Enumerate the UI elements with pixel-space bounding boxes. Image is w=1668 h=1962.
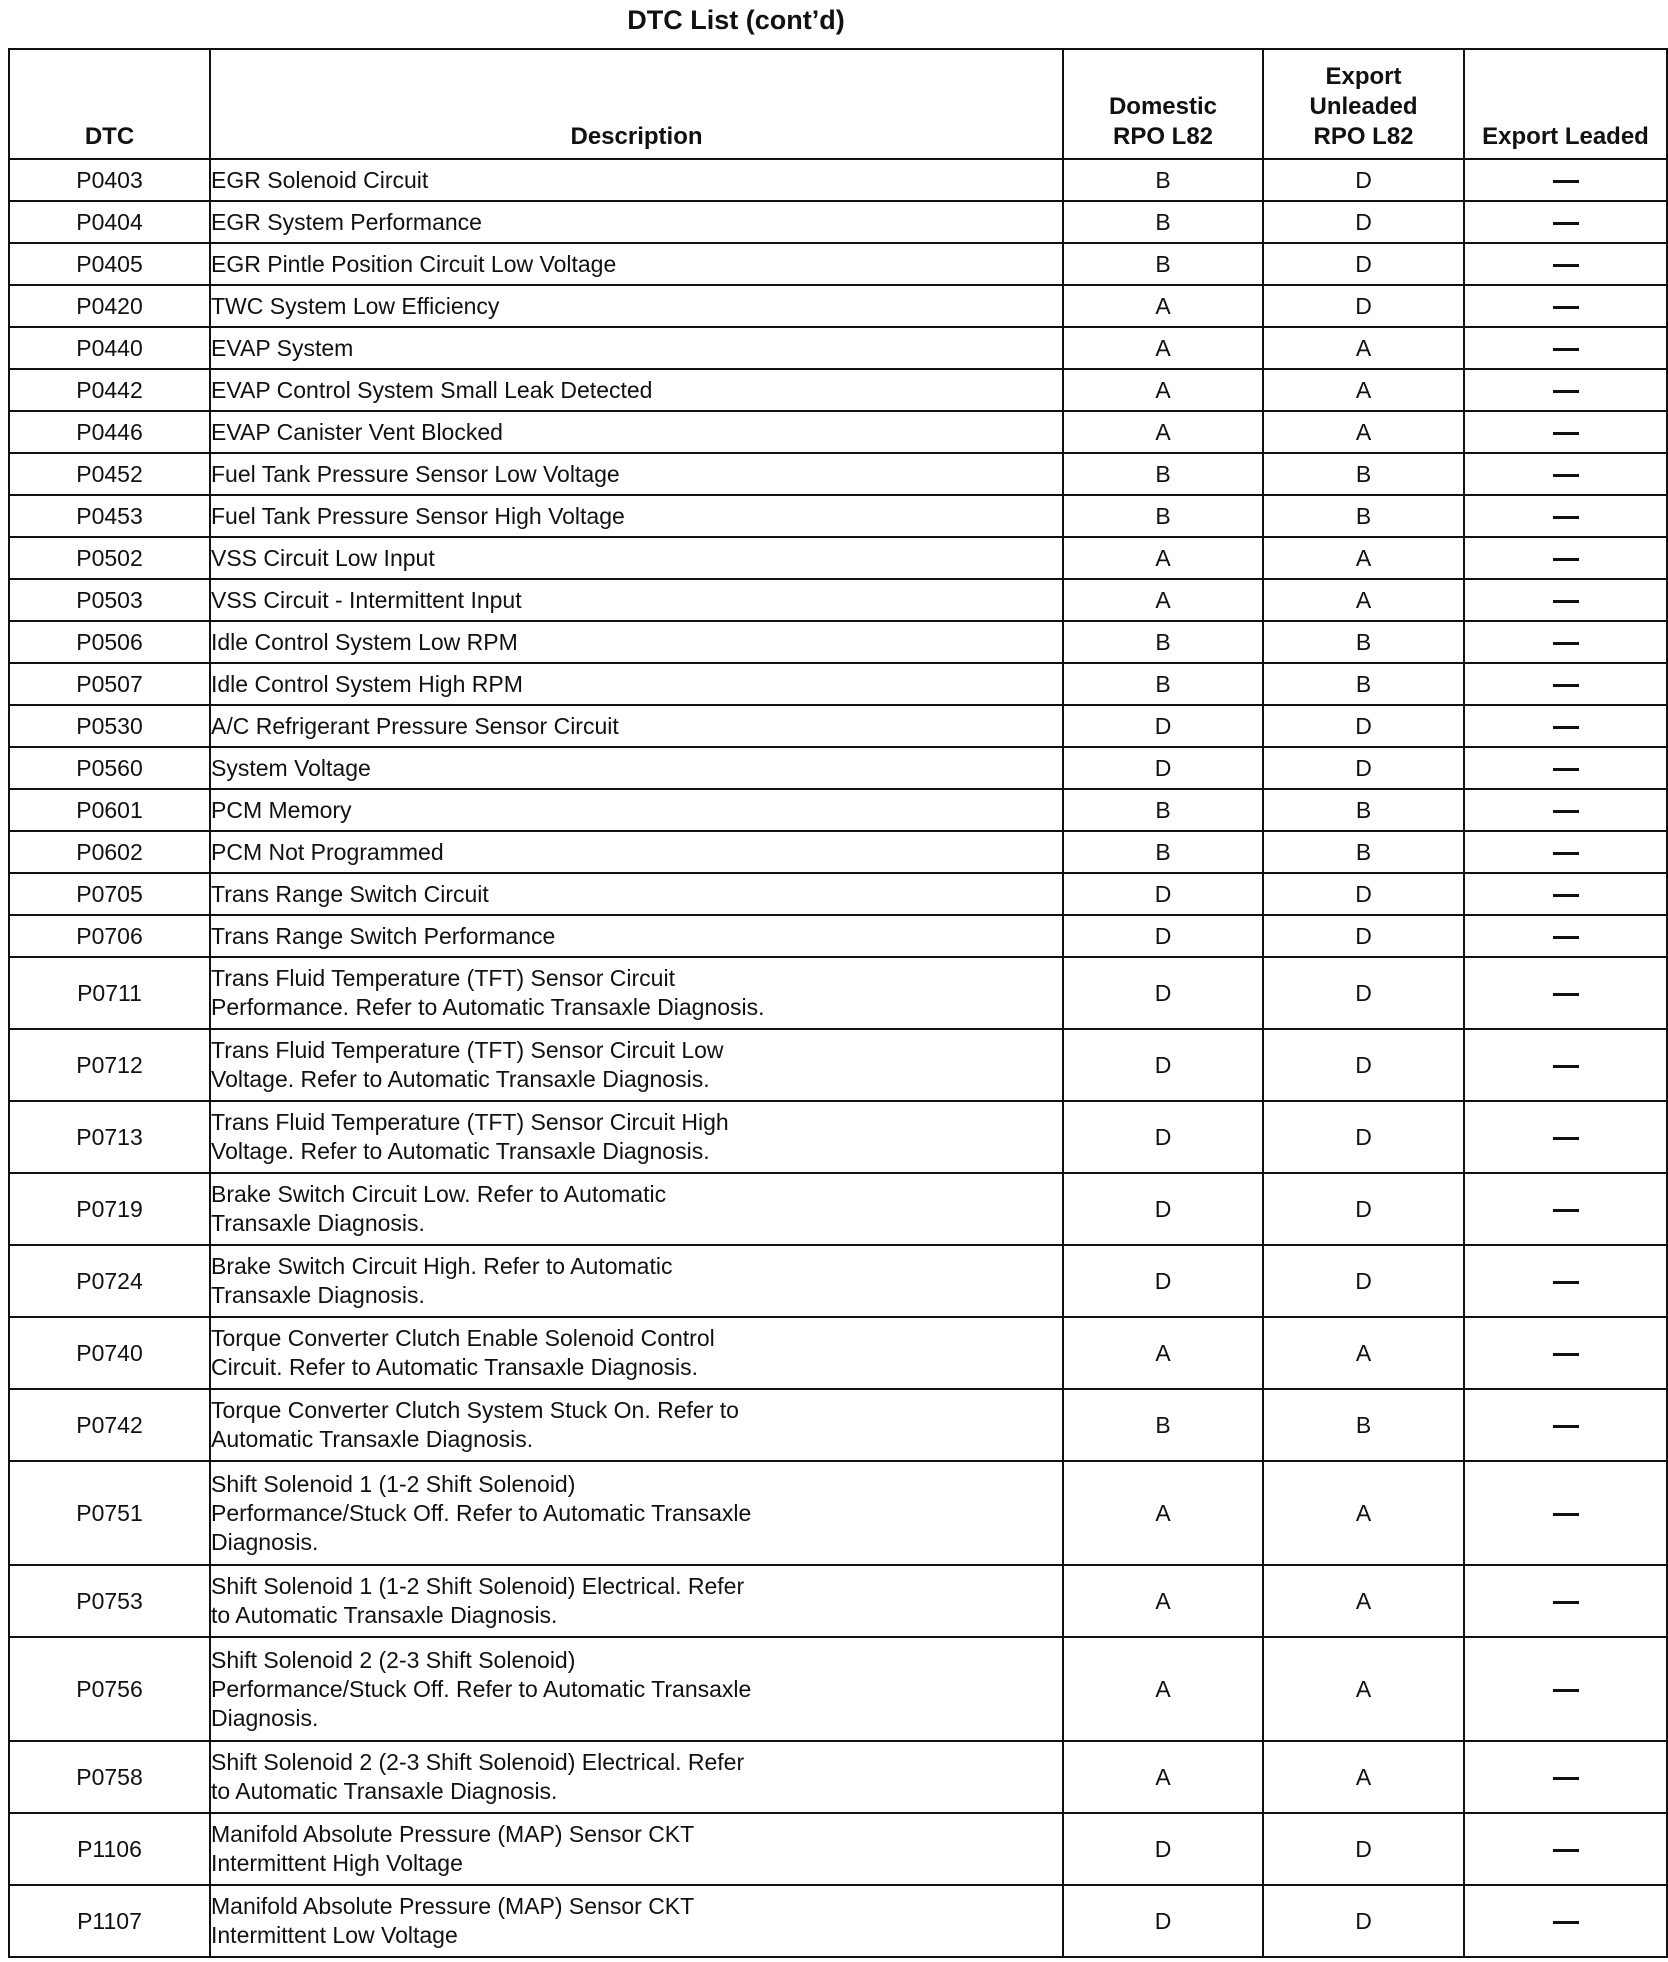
header-export-leaded: Export Leaded — [1464, 49, 1667, 159]
description-line: Fuel Tank Pressure Sensor Low Voltage — [211, 460, 620, 487]
description-line: A/C Refrigerant Pressure Sensor Circuit — [211, 712, 619, 739]
description-line: Transaxle Diagnosis. — [211, 1210, 425, 1236]
dash-mark — [1553, 348, 1579, 351]
header-domestic-line: RPO L82 — [1112, 123, 1214, 150]
description-line: to Automatic Transaxle Diagnosis. — [211, 1778, 558, 1804]
dtc-description — [210, 369, 1063, 411]
export-leaded-value — [1464, 369, 1667, 411]
dtc-code: P0719 — [9, 1173, 210, 1245]
dtc-description — [210, 789, 1063, 831]
export-unleaded-value: D — [1263, 243, 1464, 285]
description-line: Manifold Absolute Pressure (MAP) Sensor CKT — [211, 1821, 695, 1847]
export-leaded-value — [1464, 495, 1667, 537]
description-line: Diagnosis. — [211, 1704, 319, 1731]
export-leaded-value — [1464, 579, 1667, 621]
description-line: Voltage. Refer to Automatic Transaxle Diagnosis. — [211, 1138, 710, 1164]
dtc-code: P0742 — [9, 1389, 210, 1461]
description-line: Performance. Refer to Automatic Transaxle Diagnosis. — [211, 994, 765, 1020]
dtc-code: P0502 — [9, 537, 210, 579]
dash-mark — [1553, 684, 1579, 687]
domestic-value: B — [1063, 243, 1263, 285]
page-title: DTC List (cont’d) — [627, 5, 845, 35]
dtc-description — [210, 1245, 1063, 1317]
dtc-description — [210, 1637, 1063, 1741]
dtc-code: P0756 — [9, 1637, 210, 1741]
domestic-value: D — [1063, 1813, 1263, 1885]
table-row — [9, 1029, 1667, 1101]
dtc-description — [210, 1101, 1063, 1173]
description-line: Performance/Stuck Off. Refer to Automatic Transaxle — [211, 1675, 752, 1702]
export-unleaded-value: B — [1263, 453, 1464, 495]
domestic-value: D — [1063, 1101, 1263, 1173]
dash-mark — [1553, 1209, 1579, 1212]
dtc-code: P0452 — [9, 453, 210, 495]
export-unleaded-value: A — [1263, 1741, 1464, 1813]
export-unleaded-value: D — [1263, 1101, 1464, 1173]
table-row — [9, 1317, 1667, 1389]
dash-mark — [1553, 1281, 1579, 1284]
export-unleaded-value: B — [1263, 621, 1464, 663]
description-line: Torque Converter Clutch System Stuck On. Refer to — [211, 1397, 739, 1423]
description-line: PCM Memory — [211, 796, 352, 823]
export-unleaded-value: D — [1263, 1245, 1464, 1317]
export-unleaded-value: A — [1263, 579, 1464, 621]
description-line: EVAP Canister Vent Blocked — [211, 418, 503, 445]
description-line: EGR System Performance — [211, 208, 482, 235]
export-leaded-value — [1464, 453, 1667, 495]
dash-mark — [1553, 1849, 1579, 1852]
dtc-description — [210, 1173, 1063, 1245]
domestic-value: B — [1063, 663, 1263, 705]
dtc-description — [210, 327, 1063, 369]
dtc-description — [210, 705, 1063, 747]
export-leaded-value — [1464, 705, 1667, 747]
table-row — [9, 411, 1667, 453]
dash-mark — [1553, 768, 1579, 771]
description-line: Brake Switch Circuit Low. Refer to Automatic — [211, 1181, 667, 1207]
dash-mark — [1553, 1137, 1579, 1140]
description-line: Intermittent Low Voltage — [211, 1922, 458, 1948]
description-line: EGR Pintle Position Circuit Low Voltage — [211, 250, 617, 277]
domestic-value: B — [1063, 621, 1263, 663]
dtc-description — [210, 873, 1063, 915]
export-unleaded-value: D — [1263, 201, 1464, 243]
table-row — [9, 285, 1667, 327]
dtc-code: P0405 — [9, 243, 210, 285]
domestic-value: A — [1063, 1317, 1263, 1389]
export-leaded-value — [1464, 537, 1667, 579]
description-line: Idle Control System Low RPM — [211, 628, 518, 655]
dash-mark — [1553, 600, 1579, 603]
domestic-value: D — [1063, 1029, 1263, 1101]
description-line: Torque Converter Clutch Enable Solenoid Control — [211, 1325, 715, 1351]
dtc-code: P0420 — [9, 285, 210, 327]
description-line: Circuit. Refer to Automatic Transaxle Diagnosis. — [211, 1354, 699, 1380]
domestic-value: A — [1063, 579, 1263, 621]
dash-mark — [1553, 1353, 1579, 1356]
domestic-value: A — [1063, 1565, 1263, 1637]
domestic-value: B — [1063, 495, 1263, 537]
table-row — [9, 1813, 1667, 1885]
dash-mark — [1553, 264, 1579, 267]
dtc-code: P0507 — [9, 663, 210, 705]
dtc-code: P0602 — [9, 831, 210, 873]
table-row — [9, 873, 1667, 915]
dtc-code: P0740 — [9, 1317, 210, 1389]
export-leaded-value — [1464, 789, 1667, 831]
dtc-description — [210, 201, 1063, 243]
dtc-code: P0705 — [9, 873, 210, 915]
dash-mark — [1553, 558, 1579, 561]
dtc-code: P0503 — [9, 579, 210, 621]
dash-mark — [1553, 222, 1579, 225]
export-unleaded-value: A — [1263, 1317, 1464, 1389]
dtc-description — [210, 1029, 1063, 1101]
domestic-value: B — [1063, 831, 1263, 873]
domestic-value: A — [1063, 411, 1263, 453]
export-leaded-value — [1464, 747, 1667, 789]
description-line: VSS Circuit Low Input — [211, 544, 435, 571]
description-line: TWC System Low Efficiency — [211, 292, 500, 319]
export-unleaded-value: A — [1263, 369, 1464, 411]
header-dtc: DTC — [9, 49, 210, 159]
export-leaded-value — [1464, 159, 1667, 201]
export-leaded-value — [1464, 1245, 1667, 1317]
table-row — [9, 495, 1667, 537]
dtc-description — [210, 831, 1063, 873]
dash-mark — [1553, 1513, 1579, 1516]
export-leaded-value — [1464, 663, 1667, 705]
header-export-unleaded-line: RPO L82 — [1313, 123, 1414, 150]
export-leaded-value — [1464, 411, 1667, 453]
table-row — [9, 663, 1667, 705]
table-row — [9, 1637, 1667, 1741]
dtc-code: P0440 — [9, 327, 210, 369]
table-row — [9, 1173, 1667, 1245]
description-line: EVAP System — [211, 334, 354, 361]
dtc-code: P0712 — [9, 1029, 210, 1101]
dtc-description — [210, 747, 1063, 789]
table-row — [9, 915, 1667, 957]
description-line: Trans Fluid Temperature (TFT) Sensor Circuit — [211, 965, 675, 991]
description-line: Automatic Transaxle Diagnosis. — [211, 1426, 534, 1452]
dtc-code: P0560 — [9, 747, 210, 789]
dash-mark — [1553, 306, 1579, 309]
description-line: Voltage. Refer to Automatic Transaxle Diagnosis. — [211, 1066, 710, 1092]
header-domestic — [1063, 49, 1263, 159]
dtc-code: P0713 — [9, 1101, 210, 1173]
dtc-description — [210, 495, 1063, 537]
dtc-description — [210, 159, 1063, 201]
dash-mark — [1553, 1065, 1579, 1068]
table-row — [9, 159, 1667, 201]
dash-mark — [1553, 726, 1579, 729]
table-row — [9, 789, 1667, 831]
header-description: Description — [210, 49, 1063, 159]
domestic-value: A — [1063, 285, 1263, 327]
table-row — [9, 1461, 1667, 1565]
export-unleaded-value: D — [1263, 285, 1464, 327]
dash-mark — [1553, 1689, 1579, 1692]
dtc-code: P0506 — [9, 621, 210, 663]
table-row — [9, 1101, 1667, 1173]
dash-mark — [1553, 1777, 1579, 1780]
export-leaded-value — [1464, 1389, 1667, 1461]
domestic-value: A — [1063, 1637, 1263, 1741]
description-line: Fuel Tank Pressure Sensor High Voltage — [211, 502, 625, 529]
dtc-code: P0753 — [9, 1565, 210, 1637]
export-unleaded-value: D — [1263, 1029, 1464, 1101]
export-unleaded-value: D — [1263, 915, 1464, 957]
table-row — [9, 369, 1667, 411]
dtc-description — [210, 1461, 1063, 1565]
export-unleaded-value: D — [1263, 1885, 1464, 1957]
dtc-description — [210, 537, 1063, 579]
export-leaded-value — [1464, 1741, 1667, 1813]
description-line: PCM Not Programmed — [211, 838, 444, 865]
dtc-code: P0453 — [9, 495, 210, 537]
export-leaded-value — [1464, 873, 1667, 915]
header-export-unleaded — [1263, 49, 1464, 159]
dtc-description — [210, 1813, 1063, 1885]
export-leaded-value — [1464, 1813, 1667, 1885]
dash-mark — [1553, 936, 1579, 939]
dtc-code: P0758 — [9, 1741, 210, 1813]
dtc-description — [210, 663, 1063, 705]
export-leaded-value — [1464, 1461, 1667, 1565]
export-leaded-value — [1464, 1101, 1667, 1173]
dtc-description — [210, 1389, 1063, 1461]
dash-mark — [1553, 642, 1579, 645]
table-row — [9, 831, 1667, 873]
export-leaded-value — [1464, 1173, 1667, 1245]
dtc-description — [210, 957, 1063, 1029]
dtc-description — [210, 285, 1063, 327]
dash-mark — [1553, 432, 1579, 435]
domestic-value: B — [1063, 201, 1263, 243]
dtc-code: P0601 — [9, 789, 210, 831]
table-row — [9, 747, 1667, 789]
domestic-value: D — [1063, 1173, 1263, 1245]
table-row — [9, 705, 1667, 747]
export-unleaded-value: A — [1263, 1565, 1464, 1637]
description-line: Shift Solenoid 2 (2-3 Shift Solenoid) — [211, 1646, 576, 1673]
dtc-code: P0446 — [9, 411, 210, 453]
export-unleaded-value: D — [1263, 1813, 1464, 1885]
domestic-value: B — [1063, 789, 1263, 831]
export-leaded-value — [1464, 1317, 1667, 1389]
dtc-description — [210, 1317, 1063, 1389]
table-row — [9, 621, 1667, 663]
export-leaded-value — [1464, 1029, 1667, 1101]
dash-mark — [1553, 894, 1579, 897]
dash-mark — [1553, 852, 1579, 855]
table-row — [9, 1389, 1667, 1461]
dash-mark — [1553, 1601, 1579, 1604]
export-unleaded-value: D — [1263, 873, 1464, 915]
table-header-row — [9, 49, 1667, 159]
dtc-code: P0751 — [9, 1461, 210, 1565]
export-leaded-value — [1464, 285, 1667, 327]
dtc-code: P0530 — [9, 705, 210, 747]
dash-mark — [1553, 474, 1579, 477]
export-unleaded-value: A — [1263, 1637, 1464, 1741]
dash-mark — [1553, 810, 1579, 813]
dtc-code: P0724 — [9, 1245, 210, 1317]
export-unleaded-value: A — [1263, 1461, 1464, 1565]
domestic-value: D — [1063, 873, 1263, 915]
domestic-value: A — [1063, 327, 1263, 369]
description-line: VSS Circuit - Intermittent Input — [211, 586, 522, 613]
description-line: Transaxle Diagnosis. — [211, 1282, 425, 1308]
dtc-code: P0403 — [9, 159, 210, 201]
dtc-description — [210, 1565, 1063, 1637]
dash-mark — [1553, 390, 1579, 393]
dtc-description — [210, 243, 1063, 285]
export-leaded-value — [1464, 957, 1667, 1029]
export-unleaded-value: D — [1263, 747, 1464, 789]
description-line: Shift Solenoid 2 (2-3 Shift Solenoid) Electrical. Refer — [211, 1749, 745, 1775]
header-export-unleaded-line: Unleaded — [1309, 93, 1418, 120]
dtc-description — [210, 411, 1063, 453]
description-line: Diagnosis. — [211, 1528, 319, 1555]
dtc-table — [8, 48, 1668, 1958]
domestic-value: D — [1063, 957, 1263, 1029]
table-row — [9, 453, 1667, 495]
export-unleaded-value: B — [1263, 495, 1464, 537]
export-unleaded-value: D — [1263, 159, 1464, 201]
description-line: Trans Fluid Temperature (TFT) Sensor Circuit Low — [211, 1037, 724, 1063]
domestic-value: D — [1063, 747, 1263, 789]
export-unleaded-value: D — [1263, 957, 1464, 1029]
dash-mark — [1553, 180, 1579, 183]
export-unleaded-value: B — [1263, 789, 1464, 831]
dtc-description — [210, 453, 1063, 495]
dtc-code: P0404 — [9, 201, 210, 243]
export-leaded-value — [1464, 327, 1667, 369]
description-line: Performance/Stuck Off. Refer to Automatic Transaxle — [211, 1499, 752, 1526]
dash-mark — [1553, 516, 1579, 519]
domestic-value: A — [1063, 537, 1263, 579]
description-line: EGR Solenoid Circuit — [211, 166, 429, 193]
domestic-value: D — [1063, 915, 1263, 957]
domestic-value: B — [1063, 453, 1263, 495]
dtc-description — [210, 1885, 1063, 1957]
domestic-value: A — [1063, 369, 1263, 411]
description-line: to Automatic Transaxle Diagnosis. — [211, 1602, 558, 1628]
header-export-unleaded-line: Export — [1325, 63, 1402, 90]
export-leaded-value — [1464, 201, 1667, 243]
table-row — [9, 327, 1667, 369]
description-line: Shift Solenoid 1 (1-2 Shift Solenoid) — [211, 1470, 576, 1497]
domestic-value: D — [1063, 705, 1263, 747]
domestic-value: A — [1063, 1741, 1263, 1813]
description-line: Trans Range Switch Performance — [211, 922, 556, 949]
export-leaded-value — [1464, 1885, 1667, 1957]
header-domestic-line: Domestic — [1108, 93, 1218, 120]
dtc-code: P0711 — [9, 957, 210, 1029]
export-unleaded-value: A — [1263, 411, 1464, 453]
export-leaded-value — [1464, 1637, 1667, 1741]
description-line: Intermittent High Voltage — [211, 1850, 463, 1876]
dash-mark — [1553, 993, 1579, 996]
export-unleaded-value: A — [1263, 327, 1464, 369]
domestic-value: B — [1063, 1389, 1263, 1461]
export-leaded-value — [1464, 915, 1667, 957]
export-leaded-value — [1464, 831, 1667, 873]
description-line: Shift Solenoid 1 (1-2 Shift Solenoid) Electrical. Refer — [211, 1573, 745, 1599]
description-line: Trans Range Switch Circuit — [211, 880, 489, 907]
dtc-code: P1106 — [9, 1813, 210, 1885]
description-line: System Voltage — [211, 754, 371, 781]
description-line: Idle Control System High RPM — [211, 670, 523, 697]
export-leaded-value — [1464, 621, 1667, 663]
export-unleaded-value: D — [1263, 705, 1464, 747]
table-row — [9, 1741, 1667, 1813]
table-body — [9, 159, 1667, 1957]
dash-mark — [1553, 1425, 1579, 1428]
table-row — [9, 1245, 1667, 1317]
export-unleaded-value: A — [1263, 537, 1464, 579]
table-row — [9, 537, 1667, 579]
dtc-description — [210, 915, 1063, 957]
description-line: EVAP Control System Small Leak Detected — [211, 376, 653, 403]
export-unleaded-value: D — [1263, 1173, 1464, 1245]
export-unleaded-value: B — [1263, 831, 1464, 873]
table-row — [9, 243, 1667, 285]
table-row — [9, 201, 1667, 243]
domestic-value: B — [1063, 159, 1263, 201]
export-unleaded-value: B — [1263, 663, 1464, 705]
dtc-description — [210, 1741, 1063, 1813]
domestic-value: D — [1063, 1885, 1263, 1957]
table-row — [9, 579, 1667, 621]
table-row — [9, 1565, 1667, 1637]
export-unleaded-value: B — [1263, 1389, 1464, 1461]
domestic-value: A — [1063, 1461, 1263, 1565]
dtc-code: P0442 — [9, 369, 210, 411]
description-line: Brake Switch Circuit High. Refer to Automatic — [211, 1253, 673, 1279]
dtc-description — [210, 579, 1063, 621]
description-line: Trans Fluid Temperature (TFT) Sensor Circuit High — [211, 1109, 729, 1135]
export-leaded-value — [1464, 243, 1667, 285]
dtc-code: P0706 — [9, 915, 210, 957]
dash-mark — [1553, 1921, 1579, 1924]
table-row — [9, 957, 1667, 1029]
table-row — [9, 1885, 1667, 1957]
export-leaded-value — [1464, 1565, 1667, 1637]
dtc-code: P1107 — [9, 1885, 210, 1957]
domestic-value: D — [1063, 1245, 1263, 1317]
description-line: Manifold Absolute Pressure (MAP) Sensor CKT — [211, 1893, 695, 1919]
dtc-description — [210, 621, 1063, 663]
